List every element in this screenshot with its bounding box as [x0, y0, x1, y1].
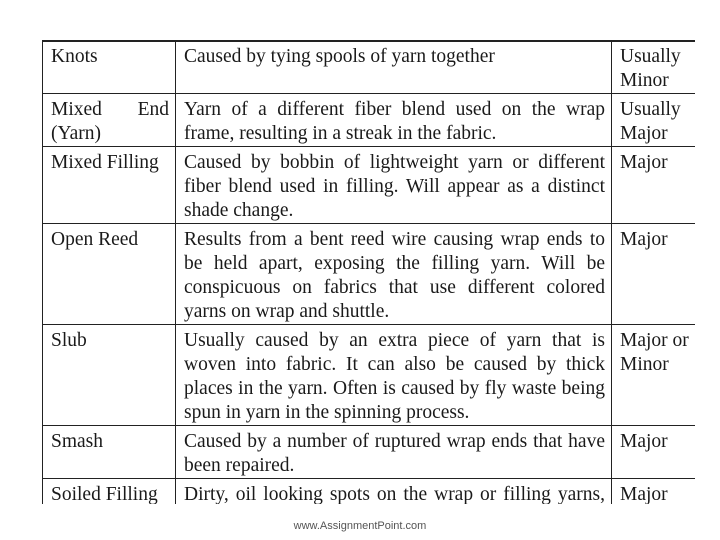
- defect-name: Slub: [43, 325, 176, 426]
- defect-name: [43, 94, 176, 147]
- table-row-knots: [43, 41, 696, 94]
- table-row-smash: [43, 426, 696, 479]
- defect-cause: Caused by bobbin of lightweight yarn or different fiber blend used in filling. Will appear as a distinct shade change.: [176, 147, 612, 224]
- defect-cause: Caused by a number of ruptured wrap ends that have been repaired.: [176, 426, 612, 479]
- footer-source: www.AssignmentPoint.com: [293, 520, 427, 532]
- defect-name: Open Reed: [43, 224, 176, 325]
- defect-name-part: Mixed: [51, 99, 102, 120]
- defect-name: Mixed Filling: [43, 147, 176, 224]
- table-row-mixed-end: [43, 94, 696, 147]
- defect-name-part: End: [137, 99, 169, 120]
- defect-severity: Major: [612, 147, 696, 224]
- defect-severity: Usually Major: [612, 94, 696, 147]
- defect-name-part: (Yarn): [51, 123, 102, 144]
- defect-cause: Yarn of a different fiber blend used on the wrap frame, resulting in a streak in the fabric.: [176, 94, 612, 147]
- fabric-defects-table: [42, 40, 695, 504]
- defect-severity: Usually Minor: [612, 41, 696, 94]
- defect-cause: Caused by tying spools of yarn together: [176, 41, 612, 94]
- table-row-open-reed: [43, 224, 696, 325]
- defect-severity: Major: [612, 479, 696, 505]
- defect-severity: Major: [612, 224, 696, 325]
- table-row-slub: [43, 325, 696, 426]
- defect-name: Knots: [43, 41, 176, 94]
- defect-name: Soiled Filling: [43, 479, 176, 505]
- defect-cause: Usually caused by an extra piece of yarn that is woven into fabric. It can also be caused by thick places in the yarn. Often is caused by fly waste being spun in yarn in the spinning process.: [176, 325, 612, 426]
- table-row-soiled-filling: [43, 479, 696, 505]
- defect-cause: Results from a bent reed wire causing wrap ends to be held apart, exposing the filling yarn. Will be conspicuous on fabrics that use different colored yarns on wrap and shuttle.: [176, 224, 612, 325]
- defects-table-container: [42, 0, 695, 504]
- defect-cause: Dirty, oil looking spots on the wrap or filling yarns,: [176, 479, 612, 505]
- defect-name: Smash: [43, 426, 176, 479]
- defect-severity: Major: [612, 426, 696, 479]
- table-row-mixed-filling: [43, 147, 696, 224]
- defect-severity: Major or Minor: [612, 325, 696, 426]
